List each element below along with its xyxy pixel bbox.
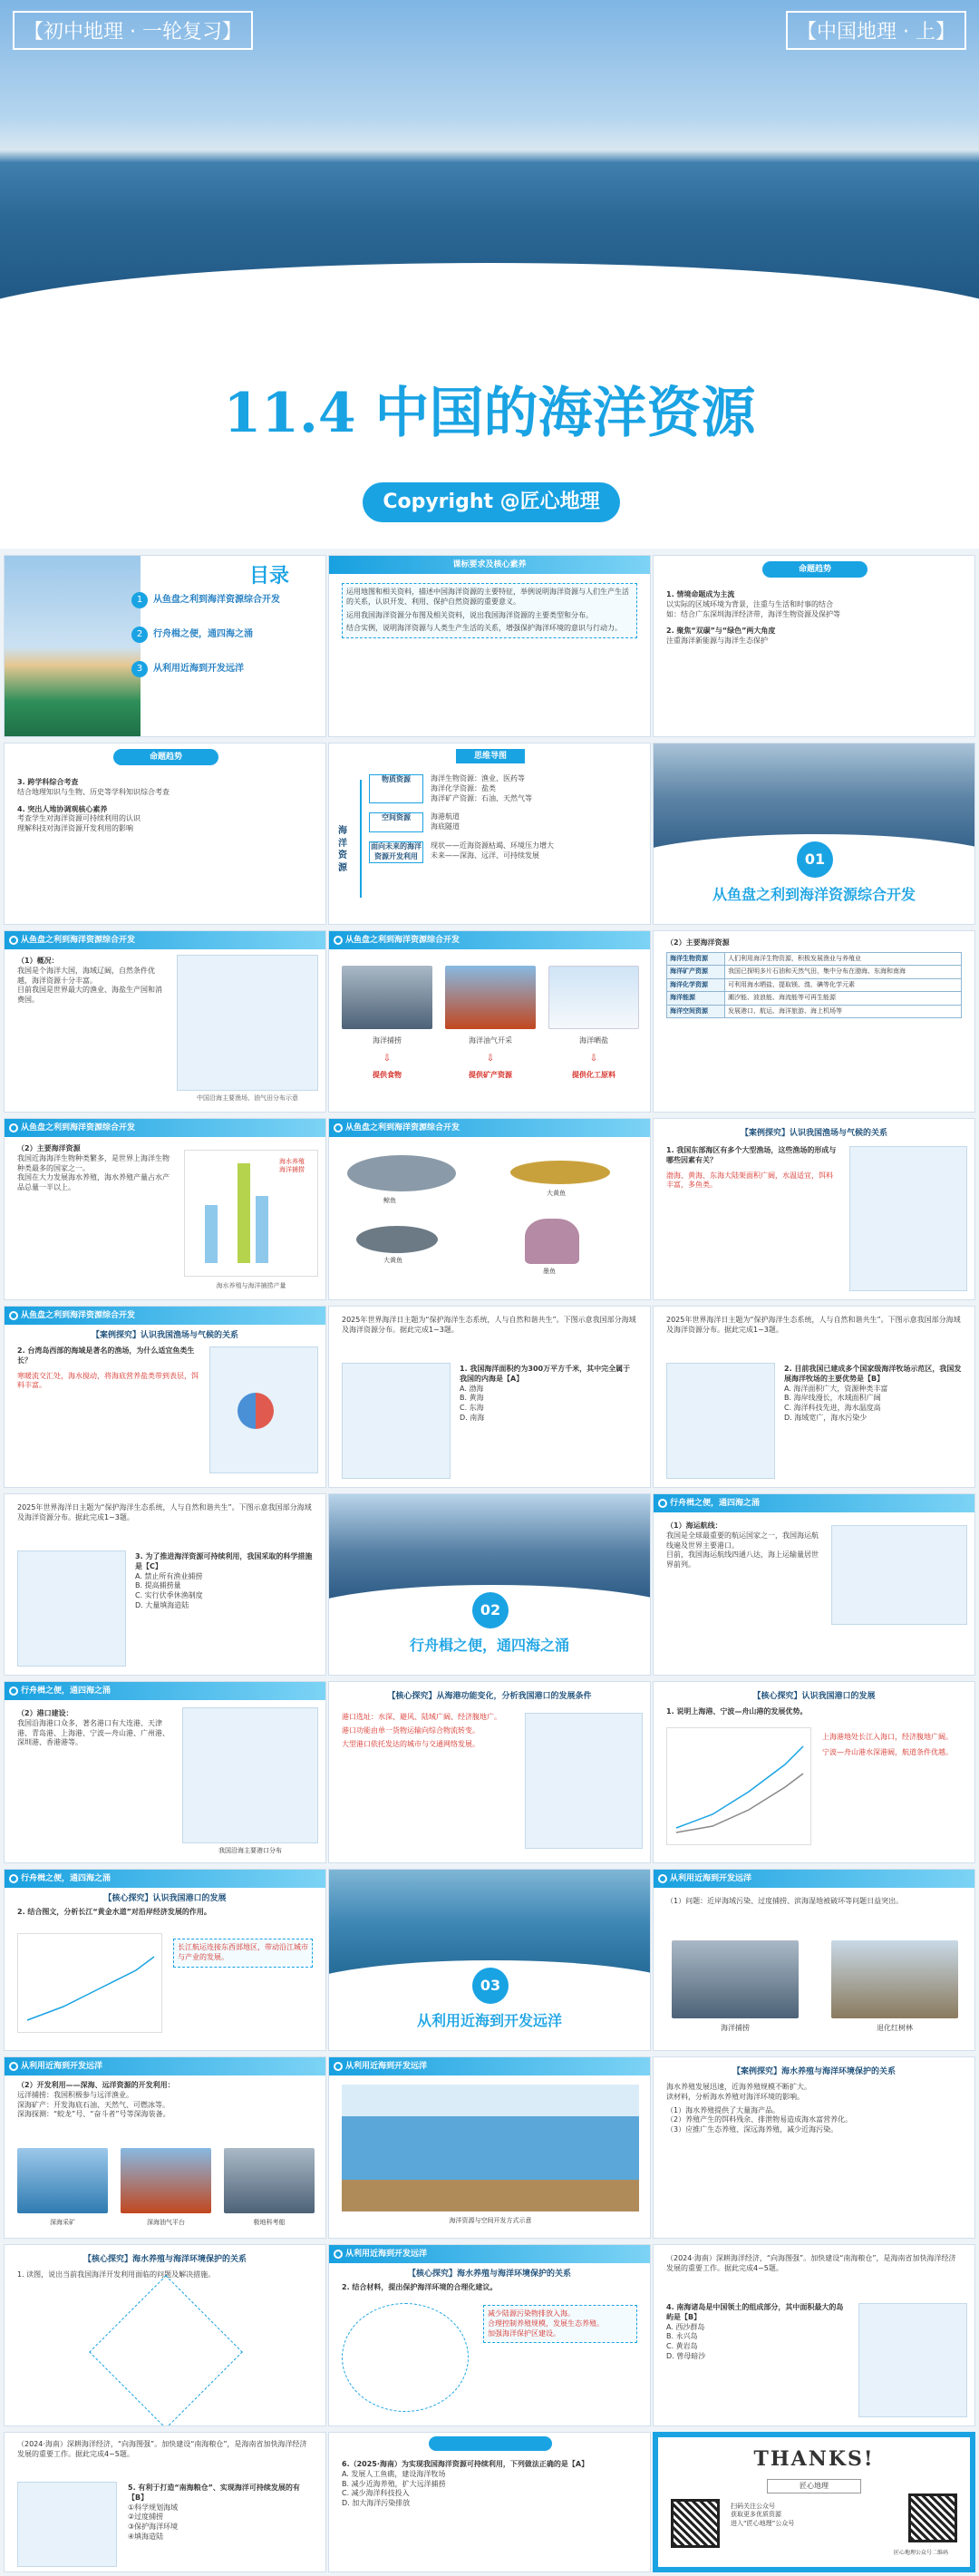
option-a[interactable]: A. 发展人工鱼礁，建设海洋牧场 xyxy=(342,2469,446,2478)
slide-trend-2[interactable]: 命题趋势 3. 跨学科综合考查 结合地理知识与生物、历史等学科知识综合考查 4. 突出人地协调观核心素养 考查学生对海洋资源可持续利用的认识 理解科技对海洋资源开发利用的影响 xyxy=(4,743,326,925)
option-c[interactable]: C. 减少海洋科技投入 xyxy=(342,2489,410,2498)
chart-title: 海水养殖与海洋捕捞产量 xyxy=(216,1282,286,1289)
toc-item-1[interactable]: 1 从鱼盘之利到海洋资源综合开发 xyxy=(131,592,322,608)
slide-case-2[interactable]: 从鱼盘之利到海洋资源综合开发 【案例探究】认识我国渔场与气候的关系 2. 台湾岛西部的海域是著名的渔场，为什么适宜鱼类生长？ 寒暖流交汇处，海水搅动，将海底营养盐类带到表层，饵料丰富。 xyxy=(4,1306,326,1488)
slide-case-3[interactable]: 【案例探究】海水养殖与海洋环境保护的关系 海水养殖发展迅速，近海养殖规模不断扩大。 读材料，分析海水养殖对海洋环境的影响。 （1）海水养殖提供了大量海产品。 （2）养殖产生的饵料残余、排泄物易造成海水富营养化。 （3）应推广生态养殖、深远海养殖，减少近海污染。 xyxy=(653,2056,975,2239)
trend-lines xyxy=(667,1728,812,1846)
qr-code-icon[interactable] xyxy=(671,2499,720,2548)
slide-question-2[interactable]: 2025年世界海洋日主题为“保护海洋生态系统，人与自然和谐共生”。下图示意我国部分海域及海洋资源分布。据此完成1~3题。 2. 目前我国已建成多个国家级海洋牧场示范区，我国发展海洋牧场的主要优势是【B】 A. 海洋面积广大，资源种类丰富 B. 海岸线漫长，水域面积广阔 C. 海洋科技先进，海水温度高 D. 海域宽广，海水污染少 xyxy=(653,1306,975,1488)
section-title: 从鱼盘之利到海洋资源综合开发 xyxy=(712,886,916,903)
slide-header: 命题趋势 xyxy=(762,561,868,578)
circle-icon xyxy=(658,1499,667,1508)
qr-code-icon[interactable] xyxy=(908,2493,957,2542)
copyright-badge: Copyright @匠心地理 xyxy=(363,482,620,522)
fishing-photo xyxy=(342,966,432,1029)
mindmap-branch: 物质资源 海洋生物资源：渔业、医药等 海洋化学资源：盐类 海洋矿产资源：石油、天然气等 xyxy=(369,774,641,803)
slide-trend-1[interactable]: 命题趋势 1. 情境命题成为主流 以实际的区域环境为背景，注重与生活和时事的结合 如：结合广东深圳海洋经济带，海洋生物资源及保护等 2. 聚焦“双碳”与“绿色”两大角度 注重海洋新能源与海洋生态保护 xyxy=(653,555,975,737)
slide-resource-photos[interactable]: 从鱼盘之利到海洋资源综合开发 海洋捕捞 海洋油气开采 海洋晒盐 ⇩ ⇩ ⇩ 提供食物 提供矿产资源 提供化工原料 xyxy=(328,930,651,1113)
trend-lines xyxy=(18,1934,163,2034)
slide-diagram[interactable] xyxy=(328,2056,651,2239)
slide-header: 从鱼盘之利到海洋资源综合开发 xyxy=(5,931,325,949)
slide-header: 从鱼盘之利到海洋资源综合开发 xyxy=(329,1119,650,1137)
option-d[interactable]: D. 大量填海造陆 xyxy=(135,1600,189,1609)
option-c[interactable]: C. 海洋科技先进，海水温度高 xyxy=(784,1404,881,1413)
slide-question-1[interactable]: 2025年世界海洋日主题为“保护海洋生态系统，人与自然和谐共生”。下图示意我国部分海域及海洋资源分布。据此完成1~3题。 1. 我国海洋面积约为300万平方千米，其中完全属于我国的内海是【A】 A. 渤海 B. 黄海 C. 东海 D. 南海 xyxy=(328,1306,651,1488)
slide-header: 从利用近海到开发远洋 xyxy=(329,2057,650,2075)
sea-area-map xyxy=(342,1363,451,1479)
arrow-down-icon: ⇩ xyxy=(589,1054,598,1064)
section-number: 01 xyxy=(797,841,833,878)
slide-route[interactable]: 行舟楫之便，通四海之涌 （1）海运航线： 我国是全球最重要的航运国家之一，我国海运航线遍及世界主要港口。 目前，我国海运航线四通八达，海上运输量居世界前列。 xyxy=(653,1493,975,1676)
whale-image xyxy=(347,1155,456,1191)
option-b[interactable]: B. 永兴岛 xyxy=(666,2332,698,2341)
option-1[interactable]: ①科学规划海域 xyxy=(128,2503,179,2512)
slide-core-4[interactable]: 【核心探究】海水养殖与海洋环境保护的关系 1. 读图，说出当前我国海洋开发利用面临的问题及解决措施。 xyxy=(4,2244,326,2426)
bar xyxy=(256,1196,268,1263)
slide-header: 行舟楫之便，通四海之涌 xyxy=(5,1870,325,1888)
circle-icon xyxy=(9,1874,18,1883)
slide-section-1[interactable] xyxy=(653,743,975,925)
option-b[interactable]: B. 黄海 xyxy=(460,1394,484,1403)
slide-problem[interactable]: 从利用近海到开发远洋 （1）问题：近岸海域污染、过度捕捞、滨海湿地被破坏等问题日益突出。 海洋捕捞 退化红树林 xyxy=(653,1869,975,2051)
cycle-diagram xyxy=(89,2275,243,2426)
slide-section-3[interactable] xyxy=(328,1869,651,2051)
slide-header: 从鱼盘之利到海洋资源综合开发 xyxy=(329,931,650,949)
squid-image xyxy=(525,1219,579,1264)
diagram-caption: 海洋资源与空间开发方式示意 xyxy=(449,2217,532,2224)
option-b[interactable]: B. 减少近海养殖，扩大远洋捕捞 xyxy=(342,2479,446,2488)
slide-overview[interactable]: 从鱼盘之利到海洋资源综合开发 （1）概况： 我国是个海洋大国，海域辽阔，自然条件优越，海洋资源十分丰富。 目前我国是世界最大的渔业、海盐生产国和消费国。 中国沿海主要渔场、油气田分布示意 xyxy=(4,930,326,1113)
brand-label: 匠心地理 xyxy=(767,2479,861,2493)
circle-icon xyxy=(9,1687,18,1696)
table-row: 海洋能源 潮汐能、波浪能、海流能等可再生能源 xyxy=(667,992,962,1005)
unit-tag: 【中国地理 · 上】 xyxy=(786,11,966,50)
slide-port[interactable]: 行舟楫之便，通四海之涌 （2）港口建设： 我国沿海港口众多，著名港口有大连港、天津港、青岛港、上海港、宁波—舟山港、广州港、深圳港、香港港等。 我国沿海主要港口分布 xyxy=(4,1681,326,1863)
slide-case-1[interactable]: 【案例探究】认识我国渔场与气候的关系 1. 我国东部海区有多个大型渔场，这些渔场的形成与哪些因素有关？ 渤海、黄海、东海大陆架面积广阔，水温适宜，饵料丰富，多鱼类。 xyxy=(653,1118,975,1300)
slide-header: 从利用近海到开发远洋 xyxy=(5,2057,325,2075)
slide-header: 行舟楫之便，通四海之涌 xyxy=(5,1682,325,1700)
option-d[interactable]: D. 南海 xyxy=(460,1413,485,1422)
slide-core-1[interactable]: 【核心探究】从海港功能变化，分析我国港口的发展条件 港口选址：水深、避风、陆域广阔、经济腹地广。 港口功能由单一货物运输向综合物流转变。 大型港口依托发达的城市与交通网络发展。 xyxy=(328,1681,651,1863)
option-a[interactable]: A. 禁止所有渔业捕捞 xyxy=(135,1571,203,1580)
circle-icon xyxy=(658,1874,667,1883)
map-caption: 中国沿海主要渔场、油气田分布示意 xyxy=(197,1094,298,1102)
course-tag: 【初中地理 · 一轮复习】 xyxy=(13,11,253,50)
circle-icon xyxy=(9,1311,18,1320)
slide-resource-table[interactable]: （2）主要海洋资源 海洋生物资源 人们利用海洋生物资源，积极发展渔业与养殖业 海洋矿产资源 我国已探明多片石油和天然气田，集中分布在渤海、东海和南海 海洋化学资源 可利用海水晒盐、提取镁、溴、碘等化学元素 海洋能源 潮汐能、波浪能、海流能等可再生能源 海洋空间资源 发展港口、航运、海洋旅游、海上机场等 xyxy=(653,930,975,1113)
slide-header: 从利用近海到开发远洋 xyxy=(329,2245,650,2263)
fishing-boat-photo xyxy=(672,1940,799,2018)
slide-question-3[interactable]: 2025年世界海洋日主题为“保护海洋生态系统，人与自然和谐共生”。下图示意我国部分海域及海洋资源分布。据此完成1~3题。 3. 为了推进海洋资源可持续利用，我国采取的科学措施是【C】 A. 禁止所有渔业捕捞 B. 提高捕捞量 C. 实行伏季休渔制度 D. 大量填海造陆 xyxy=(4,1493,326,1676)
sea-area-map xyxy=(17,1550,126,1667)
ocean-profile-diagram xyxy=(342,2085,639,2211)
circle-icon xyxy=(9,2062,18,2071)
section-title: 从利用近海到开发远洋 xyxy=(416,2012,562,2029)
slide-header: 思维导图 xyxy=(456,749,525,763)
option-c[interactable]: C. 黄岩岛 xyxy=(666,2342,698,2351)
mindmap-branch: 面向未来的海洋资源开发利用 现状——近海资源枯竭、环境压力增大 未来——深海、远洋、可持续发展 xyxy=(369,841,641,863)
slide-question-4[interactable]: （2024·海南）深耕海洋经济，“向海图强”。加快建设“南海粮仓”，是海南省加快海洋经济发展的重要工作。据此完成4~5题。 4. 南海诸岛是中国领土的组成部分，其中面积最大的岛屿是【B】 A. 西沙群岛 B. 永兴岛 C. 黄岩岛 D. 曾母暗沙 xyxy=(653,2244,975,2426)
mindmap-branch: 空间资源 海港航道 海底隧道 xyxy=(369,812,641,832)
circle-icon xyxy=(334,2250,343,2259)
slide-header: 命题趋势 xyxy=(113,749,218,765)
toc-title: 目录 xyxy=(249,565,290,588)
toc-item-2[interactable]: 2 行舟楫之便，通四海之涌 xyxy=(131,627,322,643)
circle-icon xyxy=(9,1123,18,1132)
fishing-ground-map xyxy=(849,1146,967,1291)
circle-icon xyxy=(334,936,343,945)
deep-mining-photo xyxy=(17,2148,108,2213)
table-row: 海洋空间资源 发展港口、航运、海洋旅游、海上机场等 xyxy=(667,1005,962,1017)
table-row: 海洋生物资源 人们利用海洋生物资源，积极发展渔业与养殖业 xyxy=(667,952,962,965)
page-title: 11.4 中国的海洋资源 xyxy=(223,382,756,445)
port-map xyxy=(182,1707,318,1843)
table-row: 海洋化学资源 可利用海水晒盐、提取镁、溴、碘等化学元素 xyxy=(667,978,962,991)
series-line xyxy=(27,1957,154,2020)
slide-section-2[interactable] xyxy=(328,1493,651,1676)
qr-caption: 匠心地理公众号二维码 xyxy=(893,2550,948,2556)
circle-icon xyxy=(334,1123,343,1132)
slide-toc[interactable] xyxy=(4,555,326,737)
option-3[interactable]: ③保护海洋环境 xyxy=(128,2523,179,2532)
option-a[interactable]: A. 渤海 xyxy=(460,1384,484,1393)
circle-icon xyxy=(9,936,18,945)
south-china-sea-map xyxy=(858,2303,967,2417)
oil-rig-photo xyxy=(445,966,536,1029)
line-chart xyxy=(17,1933,162,2033)
option-b[interactable]: B. 海岸线漫长，水域面积广阔 xyxy=(784,1394,881,1403)
south-china-sea-map xyxy=(17,2482,117,2567)
port-map xyxy=(525,1713,643,1849)
section-title: 行舟楫之便，通四海之涌 xyxy=(409,1637,569,1654)
chart-legend: 海水养殖 海洋捕捞 xyxy=(279,1158,305,1174)
option-b[interactable]: B. 提高捕捞量 xyxy=(135,1581,181,1590)
option-a[interactable]: A. 西沙群岛 xyxy=(666,2322,705,2331)
slide-header: 从利用近海到开发远洋 xyxy=(654,1870,974,1888)
current-diagram xyxy=(237,1393,274,1429)
thanks-title: THANKS! xyxy=(753,2447,875,2471)
slide-mindmap[interactable] xyxy=(328,743,651,925)
mangrove-photo xyxy=(831,1940,958,2018)
section-number: 03 xyxy=(472,1968,509,2004)
option-c[interactable]: C. 东海 xyxy=(460,1404,484,1413)
slide-question-6[interactable]: 6.（2025·海南）为实现我国海洋资源可持续利用，下列做法正确的是【A】 A. 发展人工鱼礁，建设海洋牧场 B. 减少近海养殖，扩大远洋捕捞 C. 减少海洋科技投入 D. 加大海洋污染排放 xyxy=(328,2432,651,2572)
slide-header: 从鱼盘之利到海洋资源综合开发 xyxy=(5,1119,325,1137)
standard-item: 运用我国海洋资源分布图及相关资料，说出我国海洋资源的主要类型和分布。 xyxy=(346,610,593,619)
world-route-map xyxy=(831,1525,967,1625)
option-c[interactable]: C. 实行伏季休渔制度 xyxy=(135,1591,203,1600)
slide-deep-sea[interactable]: 从利用近海到开发远洋 （2）开发利用——深海、远洋资源的开发利用： 远洋捕捞：我国积极参与远洋渔业。 深海矿产：开发海底石油、天然气、可燃冰等。 深海探测：“蛟龙”号、“奋斗者”号等深海装备。 深海采矿 深海油气平台 极地科考船 xyxy=(4,2056,326,2239)
china-coast-map xyxy=(177,955,318,1091)
slide-core-3[interactable]: 行舟楫之便，通四海之涌 【核心探究】认识我国港口的发展 2. 结合图文，分析长江“黄金水道”对沿岸经济发展的作用。 长江航运连接东西部地区，带动沿江城市与产业的发展。 xyxy=(4,1869,326,2051)
table-row: 海洋矿产资源 我国已探明多片石油和天然气田，集中分布在渤海、东海和南海 xyxy=(667,966,962,978)
standard-item: 结合实例，说明海洋资源与人类生产生活的关系，增强保护海洋环境的意识与行动力。 xyxy=(346,624,622,633)
production-chart xyxy=(184,1150,318,1277)
slide-header: 课标要求及核心素养 xyxy=(329,556,650,574)
sea-area-map xyxy=(666,1363,775,1479)
circle-icon xyxy=(334,2062,343,2071)
arrow-down-icon: ⇩ xyxy=(383,1054,392,1064)
map-caption: 我国沿海主要港口分布 xyxy=(218,1847,282,1854)
slide-question-5[interactable]: （2024·海南）深耕海洋经济，“向海图强”。加快建设“南海粮仓”，是海南省加快海洋经济发展的重要工作。据此完成4~5题。 5. 有利于打造“南海粮仓”、实现海洋可持续发展的有【B】 ①科学规划海域 ②过度捕捞 ③保护海洋环境 ④填海造陆 xyxy=(4,2432,326,2572)
standard-item: 运用地图和相关资料，描述中国海洋资源的主要特征，举例说明海洋资源与人们生产生活的关系，认识开发、利用、保护自然资源的重要意义。 xyxy=(346,588,629,606)
cycle-diagram xyxy=(342,2303,469,2412)
research-ship-photo xyxy=(224,2148,315,2213)
option-d[interactable]: D. 海域宽广，海水污染少 xyxy=(784,1413,868,1422)
platform-photo xyxy=(121,2148,211,2213)
arrow-down-icon: ⇩ xyxy=(486,1054,495,1064)
slide-core-5[interactable]: 从利用近海到开发远洋 【核心探究】海水养殖与海洋环境保护的关系 2. 结合材料，提出保护海洋环境的合理化建议。 减少陆源污染物排放入海。 合理控制养殖规模，发展生态养殖。 加强海洋保护区建设。 xyxy=(328,2244,651,2426)
option-a[interactable]: A. 海洋面积广大，资源种类丰富 xyxy=(784,1384,888,1393)
option-d[interactable]: D. 加大海洋污染排放 xyxy=(342,2499,411,2508)
option-2[interactable]: ②过度捕捞 xyxy=(128,2513,164,2522)
bar xyxy=(205,1205,218,1263)
resource-table xyxy=(666,952,962,1018)
series-line xyxy=(676,1774,803,1832)
slide-standards[interactable] xyxy=(328,555,651,737)
fish-image xyxy=(510,1161,610,1184)
salt-field-photo xyxy=(548,966,639,1029)
slide-species[interactable]: 从鱼盘之利到海洋资源综合开发 鲸鱼 大黄鱼 大黄鱼 墨鱼 xyxy=(328,1118,651,1300)
slide-header: 从鱼盘之利到海洋资源综合开发 xyxy=(5,1307,325,1325)
hero-cover xyxy=(0,0,979,549)
section-number: 02 xyxy=(472,1592,509,1628)
option-4[interactable]: ④填海造陆 xyxy=(128,2532,164,2541)
toc-item-3[interactable]: 3 从利用近海到开发远洋 xyxy=(131,661,322,677)
slide-core-2[interactable]: 【核心探究】认识我国港口的发展 1. 说明上海港、宁波—舟山港的发展优势。 上海港地处长江入海口，经济腹地广阔。 宁波—舟山港水深港阔，航道条件优越。 xyxy=(653,1681,975,1863)
option-d[interactable]: D. 曾母暗沙 xyxy=(666,2351,706,2360)
slide-thanks[interactable]: THANKS! 匠心地理 扫码关注公众号 获取更多优质资源 进入“匠心地理”公众号 匠心地理公众号二维码 xyxy=(653,2432,975,2572)
coast-photo xyxy=(5,556,141,737)
mindmap-root: 海洋资源 xyxy=(338,826,347,873)
fish-image xyxy=(356,1226,438,1253)
taiwan-strait-map xyxy=(209,1346,318,1473)
bar xyxy=(237,1163,250,1263)
slide-fishery[interactable]: 从鱼盘之利到海洋资源综合开发 （2）主要海洋资源 我国近海海洋生物种类繁多，是世界上海洋生物种类最多的国家之一。 我国在大力发展海水养殖，海水养殖产量占水产品总量一半以上。 海水养殖 海洋捕捞 海水养殖与海洋捕捞产量 xyxy=(4,1118,326,1300)
slide-header: 行舟楫之便，通四海之涌 xyxy=(654,1494,974,1512)
line-chart xyxy=(666,1727,811,1845)
